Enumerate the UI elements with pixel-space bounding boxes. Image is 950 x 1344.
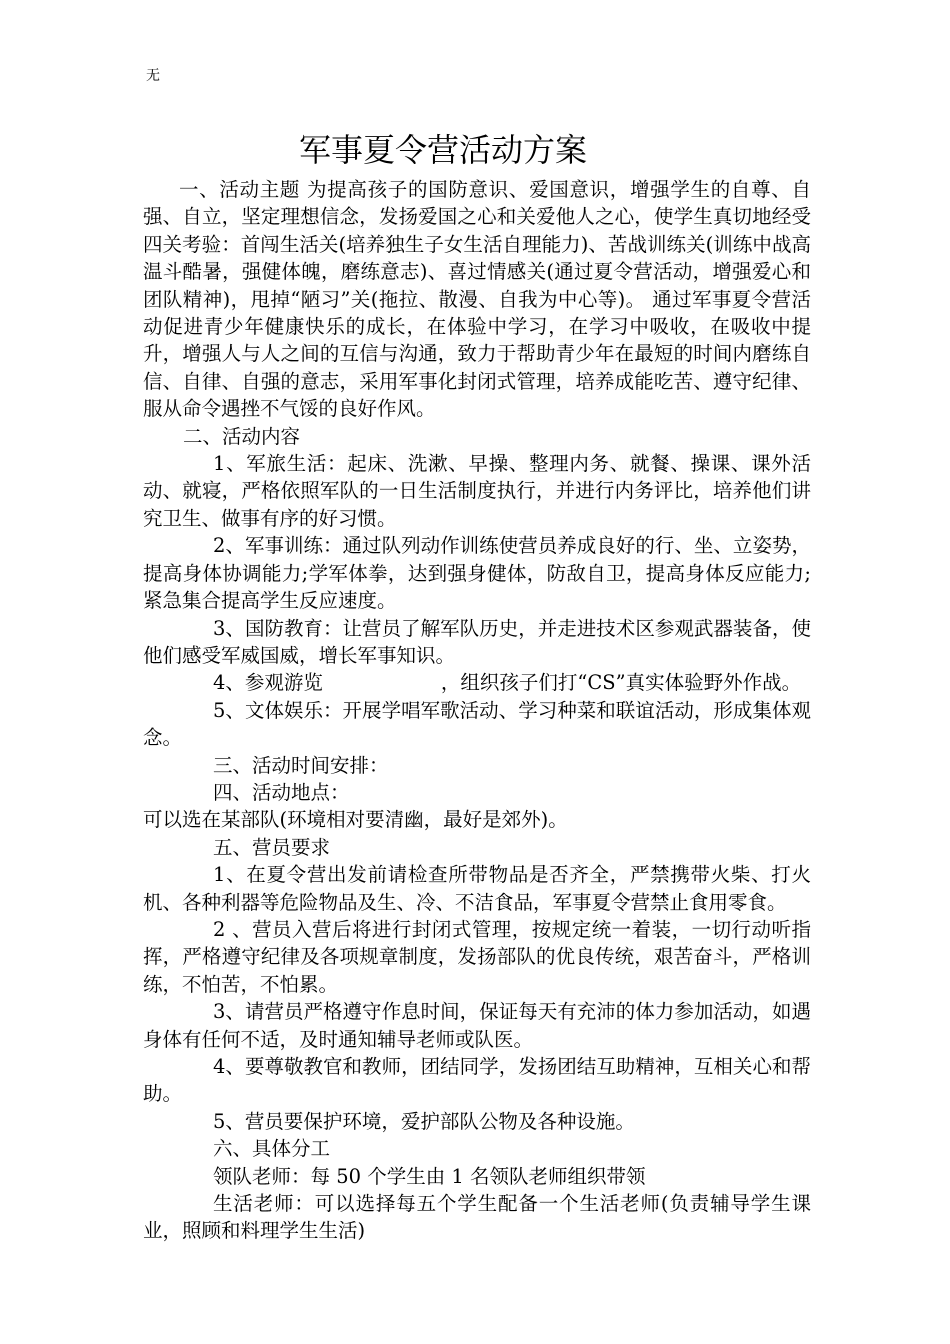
division-life-teacher: 生活老师：可以选择每五个学生配备一个生活老师(负责辅导学生课业，照顾和料理学生生活)	[143, 1192, 811, 1243]
content-item-4-start: 4、参观游览	[213, 671, 323, 695]
document-title: 军事夏令营活动方案	[298, 131, 587, 169]
requirement-item-3: 3、请营员严格遵守作息时间，保证每天有充沛的体力参加活动，如遇身体有任何不适，及时通知辅导老师或队医。	[143, 1000, 811, 1051]
section-theme-paragraph: 一、活动主题 为提高孩子的国防意识、爱国意识，增强学生的自尊、自强、自立，坚定理想信念，发扬爱国之心和关爱他人之心，使学生真切地经受四关考验：首闯生活关(培养独生子女生活自理能力)、苦战训练关(训练中战高温斗酷暑，强健体魄，磨练意志)、喜过情感关(通过夏令营活动，增强爱心和团队精神)，甩掉“陋习”关(拖拉、散漫、自我为中心等)。 通过军事夏令营活动促进青少年健康快乐的成长，在体验中学习，在学习中吸收，在吸收中提升，增强人与人之间的互信与沟通，致力于帮助青少年在最短的时间内磨练自信、自律、自强的意志，采用军事化封闭式管理，培养成能吃苦、遵守纪律、服从命令遇挫不气馁的良好作风。	[143, 178, 811, 421]
requirement-item-4: 4、要尊敬教官和教师，团结同学，发扬团结互助精神，互相关心和帮助。	[143, 1055, 811, 1106]
content-item-4	[143, 669, 811, 696]
section-heading-schedule: 三、活动时间安排：	[213, 753, 389, 777]
page-header: 无	[146, 68, 160, 84]
content-item-3: 3、国防教育：让营员了解军队历史，并走进技术区参观武器装备，使他们感受军威国威，增长军事知识。	[143, 616, 811, 667]
section-heading-division: 六、具体分工	[213, 1137, 331, 1161]
location-text: 可以选在某部队(环境相对要清幽，最好是郊外)。	[143, 808, 568, 832]
content-item-5: 5、文体娱乐：开展学唱军歌活动、学习种菜和联谊活动，形成集体观念。	[143, 698, 811, 750]
requirement-item-2: 2 、营员入营后将进行封闭式管理，按规定统一着装，一切行动听指挥，严格遵守纪律及各项规章制度，发扬部队的优良传统，艰苦奋斗，严格训练，不怕苦，不怕累。	[143, 917, 811, 996]
division-leader-teacher: 领队老师：每 50 个学生由 1 名领队老师组织带领	[213, 1164, 646, 1188]
requirement-item-5: 5、营员要保护环境，爱护部队公物及各种设施。	[213, 1109, 635, 1133]
content-item-2: 2、军事训练：通过队列动作训练使营员养成良好的行、坐、立姿势，提高身体协调能力;学军体拳，达到强身健体，防敌自卫，提高身体反应能力;紧急集合提高学生反应速度。	[143, 534, 811, 613]
requirement-item-1: 1、在夏令营出发前请检查所带物品是否齐全，严禁携带火柴、打火机、各种利器等危险物品及生、冷、不洁食品，军事夏令营禁止食用零食。	[143, 863, 811, 914]
document-body	[143, 176, 811, 1245]
content-item-4-end: ，组织孩子们打“CS”真实体验野外作战。	[440, 671, 802, 695]
content-item-1: 1、军旅生活：起床、洗漱、早操、整理内务、就餐、操课、课外活动、就寝，严格依照军队的一日生活制度执行，并进行内务评比，培养他们讲究卫生、做事有序的好习惯。	[143, 452, 811, 530]
section-heading-requirements: 五、营员要求	[213, 835, 331, 859]
section-heading-location: 四、活动地点：	[213, 780, 350, 804]
section-heading-content: 二、活动内容	[183, 424, 301, 448]
